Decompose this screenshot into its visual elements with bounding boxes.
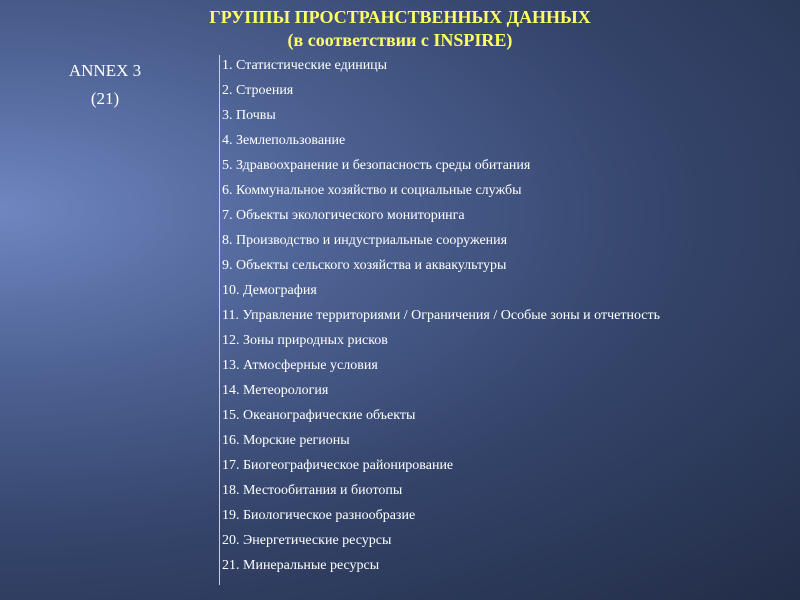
list-item: 6. Коммунальное хозяйство и социальные службы (222, 183, 522, 198)
slide-title (0, 6, 800, 52)
list-item: 9. Объекты сельского хозяйства и аквакультуры (222, 258, 507, 273)
list-item: 10. Демография (222, 283, 317, 298)
list-item: 18. Местообитания и биотопы (222, 483, 403, 498)
list-item: 11. Управление территориями / Ограничения / Особые зоны и отчетность (222, 308, 661, 323)
list-item: 12. Зоны природных рисков (222, 333, 388, 348)
list-item: 20. Энергетические ресурсы (222, 533, 392, 548)
list-item: 15. Океанографические объекты (222, 408, 416, 423)
list-item: 19. Биологическое разнообразие (222, 508, 416, 523)
list-item: 21. Минеральные ресурсы (222, 558, 380, 573)
list-item: 2. Строения (222, 83, 294, 98)
list-item: 16. Морские регионы (222, 433, 350, 448)
theme-list (222, 56, 660, 581)
list-item: 4. Землепользование (222, 133, 346, 148)
list-item: 1. Статистические единицы (222, 58, 388, 73)
annex-count: (21) (90, 89, 120, 108)
divider-line (219, 55, 220, 585)
annex-name: ANNEX 3 (68, 61, 142, 80)
annex-label (50, 57, 160, 113)
title-line-1: ГРУППЫ ПРОСТРАНСТВЕННЫХ ДАННЫХ (209, 7, 591, 27)
title-line-2: (в соответствии с INSPIRE) (287, 30, 513, 50)
list-item: 17. Биогеографическое районирование (222, 458, 454, 473)
list-item: 8. Производство и индустриальные сооружения (222, 233, 508, 248)
list-item: 5. Здравоохранение и безопасность среды обитания (222, 158, 531, 173)
list-item: 7. Объекты экологического мониторинга (222, 208, 465, 223)
list-item: 3. Почвы (222, 108, 276, 123)
list-item: 13. Атмосферные условия (222, 358, 378, 373)
list-item: 14. Метеорология (222, 383, 329, 398)
